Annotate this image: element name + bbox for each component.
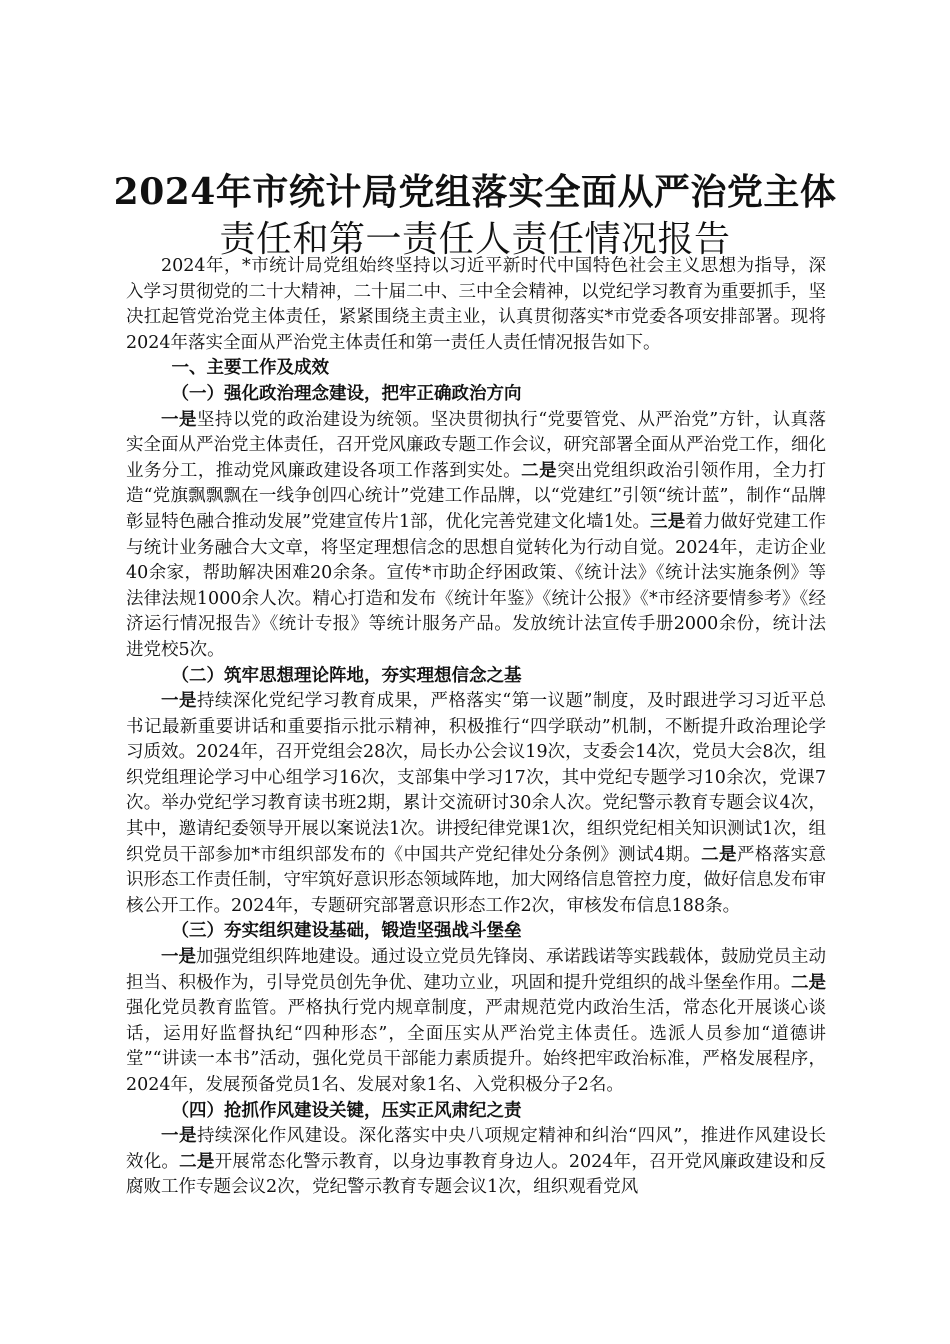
subsection-paragraph-4 — [126, 1124, 826, 1201]
subsection-heading-1: （一）强化政治理念建设，把牢正确政治方向 — [171, 383, 522, 404]
intro-paragraph: 2024年，*市统计局党组始终坚持以习近平新时代中国特色社会主义思想为指导，深入学习贯彻党的二十大精神，二十届二中、三中全会精神，以党纪学习教育为重要抓手，坚决扛起管党治党主体责任，紧紧围绕主责主业，认真贯彻落实*市党委各项安排部署。现将2024年落实全面从严治党主体责任和第一责任人责任情况报告如下。 — [126, 256, 826, 353]
keyword: 二是 — [521, 460, 558, 481]
paragraph-text: 强化党员教育监管。严格执行党内规章制度，严肃规范党内政治生活，常态化开展谈心谈话，运用好监督执纪“四种形态”，全面压实从严治党主体责任。选派人员参加“道德讲堂”“讲读一本书”活动，强化党员干部能力素质提升。始终把牢政治标准，严格发展程序，2024年，发展预备党员1名、发展对象1名、入党积极分子2名。 — [126, 998, 826, 1095]
keyword: 一是 — [161, 691, 197, 712]
keyword: 一是 — [161, 409, 197, 430]
paragraph-text: 加强党组织阵地建设。通过设立党员先锋岗、承诺践诺等实践载体，鼓励党员主动担当、积极作为，引导党员创先争优、建功立业，巩固和提升党组织的战斗堡垒作用。 — [126, 947, 826, 993]
subsection-paragraph-2 — [126, 689, 826, 919]
paragraph-text: 坚持以党的政治建设为统领。坚决贯彻执行“党要管党、从严治党”方针，认真落实全面从严治党主体责任，召开党风廉政专题工作会议，研究部署全面从严治党工作，细化业务分工，推动党风廉政建设各项工作落到实处。 — [126, 409, 827, 481]
keyword: 一是 — [161, 1126, 197, 1147]
keyword: 二是 — [701, 844, 737, 865]
paragraph-text: 持续深化作风建设。深化落实中央八项规定精神和纠治“四风”，推进作风建设长效化。 — [126, 1126, 827, 1172]
keyword: 一是 — [161, 947, 196, 968]
paragraph-text: 持续深化党纪学习教育成果，严格落实“第一议题”制度，及时跟进学习习近平总书记最新重要讲话和重要指示批示精神，积极推行“四学联动”机制，不断提升政治理论学习质效。2024年，召开党组会28次，局长办公会议19次，支委会14次，党员大会8次，组织党组理论学习中心组学习16次，支部集中学习17次，其中党纪专题学习10余次，党课7次。举办党纪学习教育读书班2期，累计交流研讨30余人次。党纪警示教育专题会议4次，其中，邀请纪委领导开展以案说法1次。讲授纪律党课1次，组织党纪相关知识测试1次，组织党员干部参加*市组织部发布的《中国共产党纪律处分条例》测试4期。 — [126, 691, 827, 865]
paragraph-text: 着力做好党建工作与统计业务融合大文章，将坚定理想信念的思想自觉转化为行动自觉。2024年，走访企业40余家，帮助解决困难20余条。宣传*市助企纾困政策、《统计法》《统计法实施条例》等法律法规1000余人次。精心打造和发布《统计年鉴》《统计公报》《*市经济要情参考》《经济运行情况报告》《统计专报》等统计服务产品。发放统计法宣传手册2000余份，统计法进党校5次。 — [126, 511, 827, 660]
subsection-heading-2: （二）筑牢思想理论阵地，夯实理想信念之基 — [171, 665, 522, 686]
subsection-paragraph-3 — [126, 945, 826, 1099]
subsection-paragraph-1 — [126, 408, 826, 664]
document-title — [110, 168, 840, 264]
title-line-2: 责任和第一责任人责任情况报告 — [219, 219, 731, 260]
subsection-heading-3: （三）夯实组织建设基础，锻造坚强战斗堡垒 — [171, 921, 522, 942]
keyword: 三是 — [650, 511, 686, 532]
document-body — [126, 254, 826, 1201]
keyword: 二是 — [791, 972, 826, 993]
subsection-heading-4: （四）抢抓作风建设关键，压实正风肃纪之责 — [171, 1100, 522, 1121]
paragraph-text: 突出党组织政治引领作用，全力打造“党旗飘飘飘在一线争创四心统计”党建工作品牌，以“党建红”引领“统计蓝”，制作“品牌彰显特色融合推动发展”党建宣传片1部，优化完善党建文化墙1处。 — [126, 460, 827, 532]
keyword: 二是 — [179, 1151, 215, 1172]
title-line-1: 2024年市统计局党组落实全面从严治党主体 — [113, 171, 837, 213]
paragraph-text: 开展常态化警示教育，以身边事教育身边人。2024年，召开党风廉政建设和反腐败工作专题会议2次，党纪警示教育专题会议1次，组织观看党风 — [126, 1151, 827, 1198]
section-heading: 一、主要工作及成效 — [171, 358, 329, 379]
paragraph-text: 严格落实意识形态工作责任制，守牢筑好意识形态领域阵地，加大网络信息管控力度，做好信息发布审核公开工作。2024年，专题研究部署意识形态工作2次，审核发布信息188条。 — [126, 844, 827, 916]
